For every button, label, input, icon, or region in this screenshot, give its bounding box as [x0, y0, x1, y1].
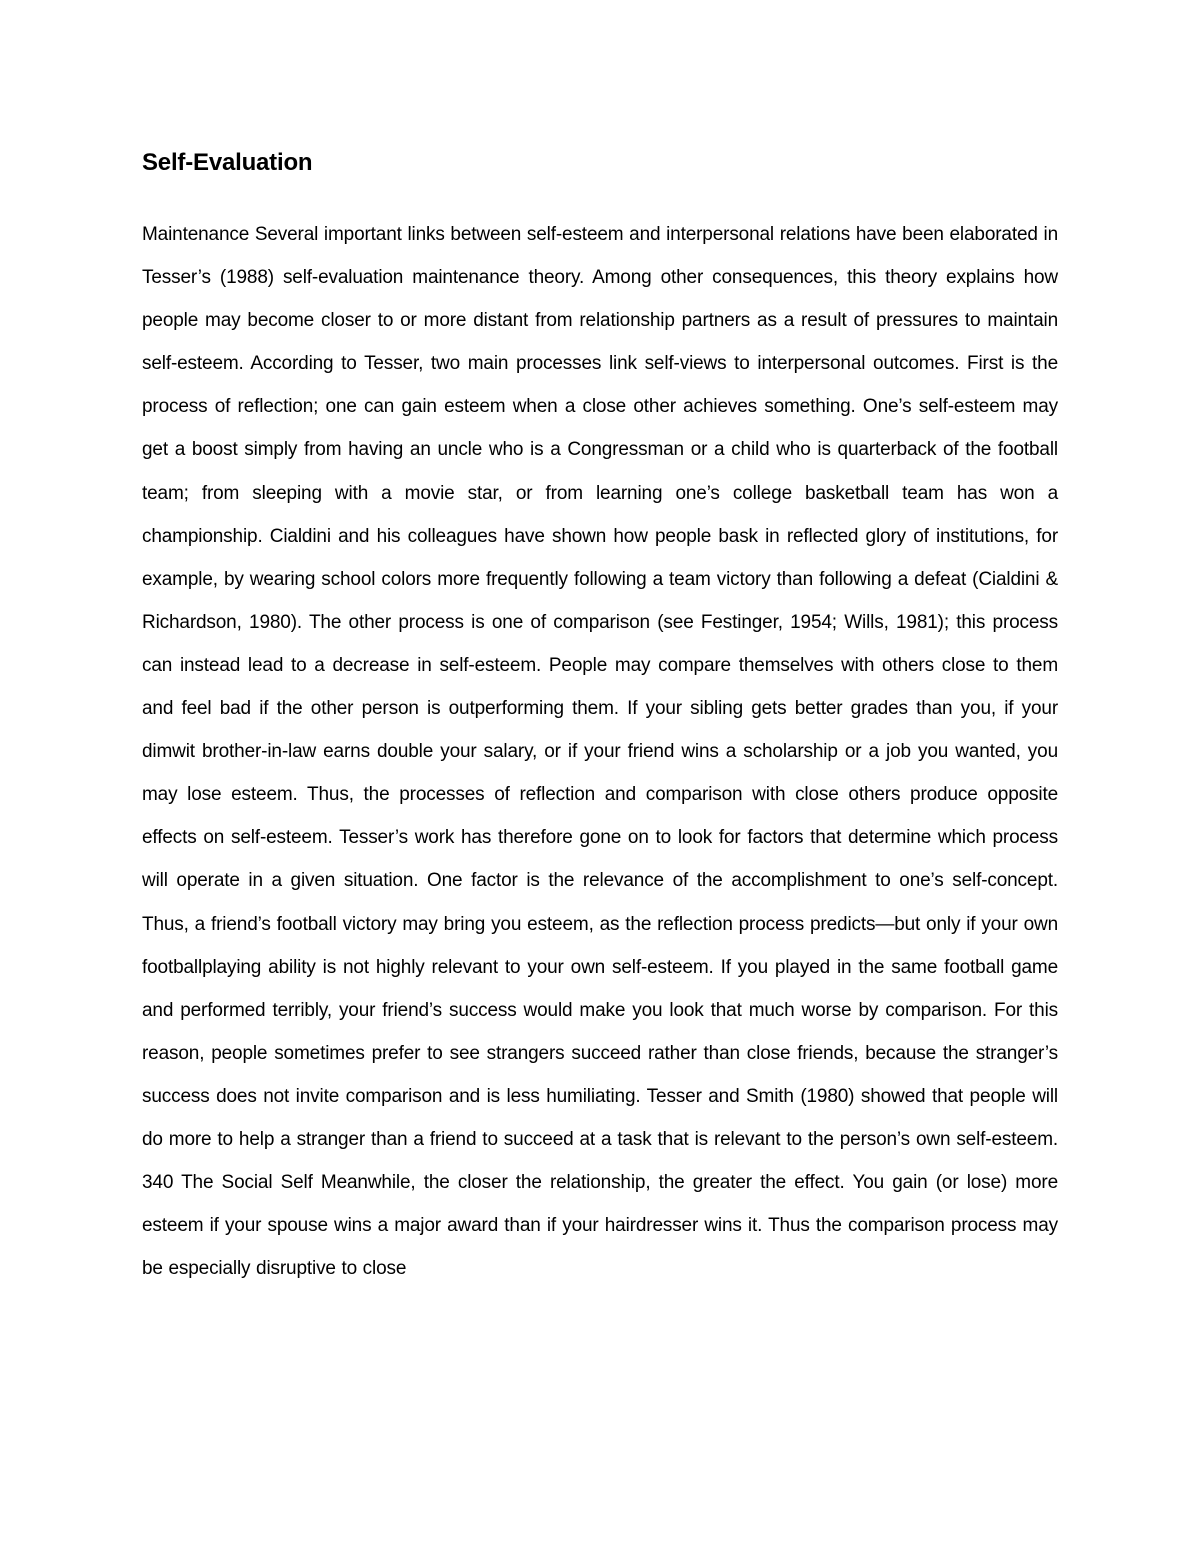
document-title: Self-Evaluation [142, 149, 313, 176]
document-body-paragraph: Maintenance Several important links between self-esteem and interpersonal relations have been elaborated in Tesser’s (1988) self-evaluation maintenance theory. Among other consequences, this theory explains how people may become closer to or more distant from relationship partners as a result of pressures to maintain self-esteem. According to Tesser, two main processes link self-views to interpersonal outcomes. First is the process of reflection; one can gain esteem when a close other achieves something. One’s self-esteem may get a boost simply from having an uncle who is a Congressman or a child who is quarterback of the football team; from sleeping with a movie star, or from learning one’s college basketball team has won a championship. Cialdini and his colleagues have shown how people bask in reflected glory of institutions, for example, by wearing school colors more frequently following a team victory than following a defeat (Cialdini & Richardson, 1980). The other process is one of comparison (see Festinger, 1954; Wills, 1981); this process can instead lead to a decrease in self-esteem. People may compare themselves with others close to them and feel bad if the other person is outperforming them. If your sibling gets better grades than you, if your dimwit brother-in-law earns double your salary, or if your friend wins a scholarship or a job you wanted, you may lose esteem. Thus, the processes of reflection and comparison with close others produce opposite effects on self-esteem. Tesser’s work has therefore gone on to look for factors that determine which process will operate in a given situation. One factor is the relevance of the accomplishment to one’s self-concept. Thus, a friend’s football victory may bring you esteem, as the reflection process predicts—but only if your own footballplaying ability is not highly relevant to your own self-esteem. If you played in the same football game and performed terribly, your friend’s success would make you look that much worse by comparison. For this reason, people sometimes prefer to see strangers succeed rather than close friends, because the stranger’s success does not invite comparison and is less humiliating. Tesser and Smith (1980) showed that people will do more to help a stranger than a friend to succeed at a task that is relevant to the person’s own self-esteem. 340 The Social Self Meanwhile, the closer the relationship, the greater the effect. You gain (or lose) more esteem if your spouse wins a major award than if your hairdresser wins it. Thus the comparison process may be especially disruptive to close [142, 224, 1058, 1280]
